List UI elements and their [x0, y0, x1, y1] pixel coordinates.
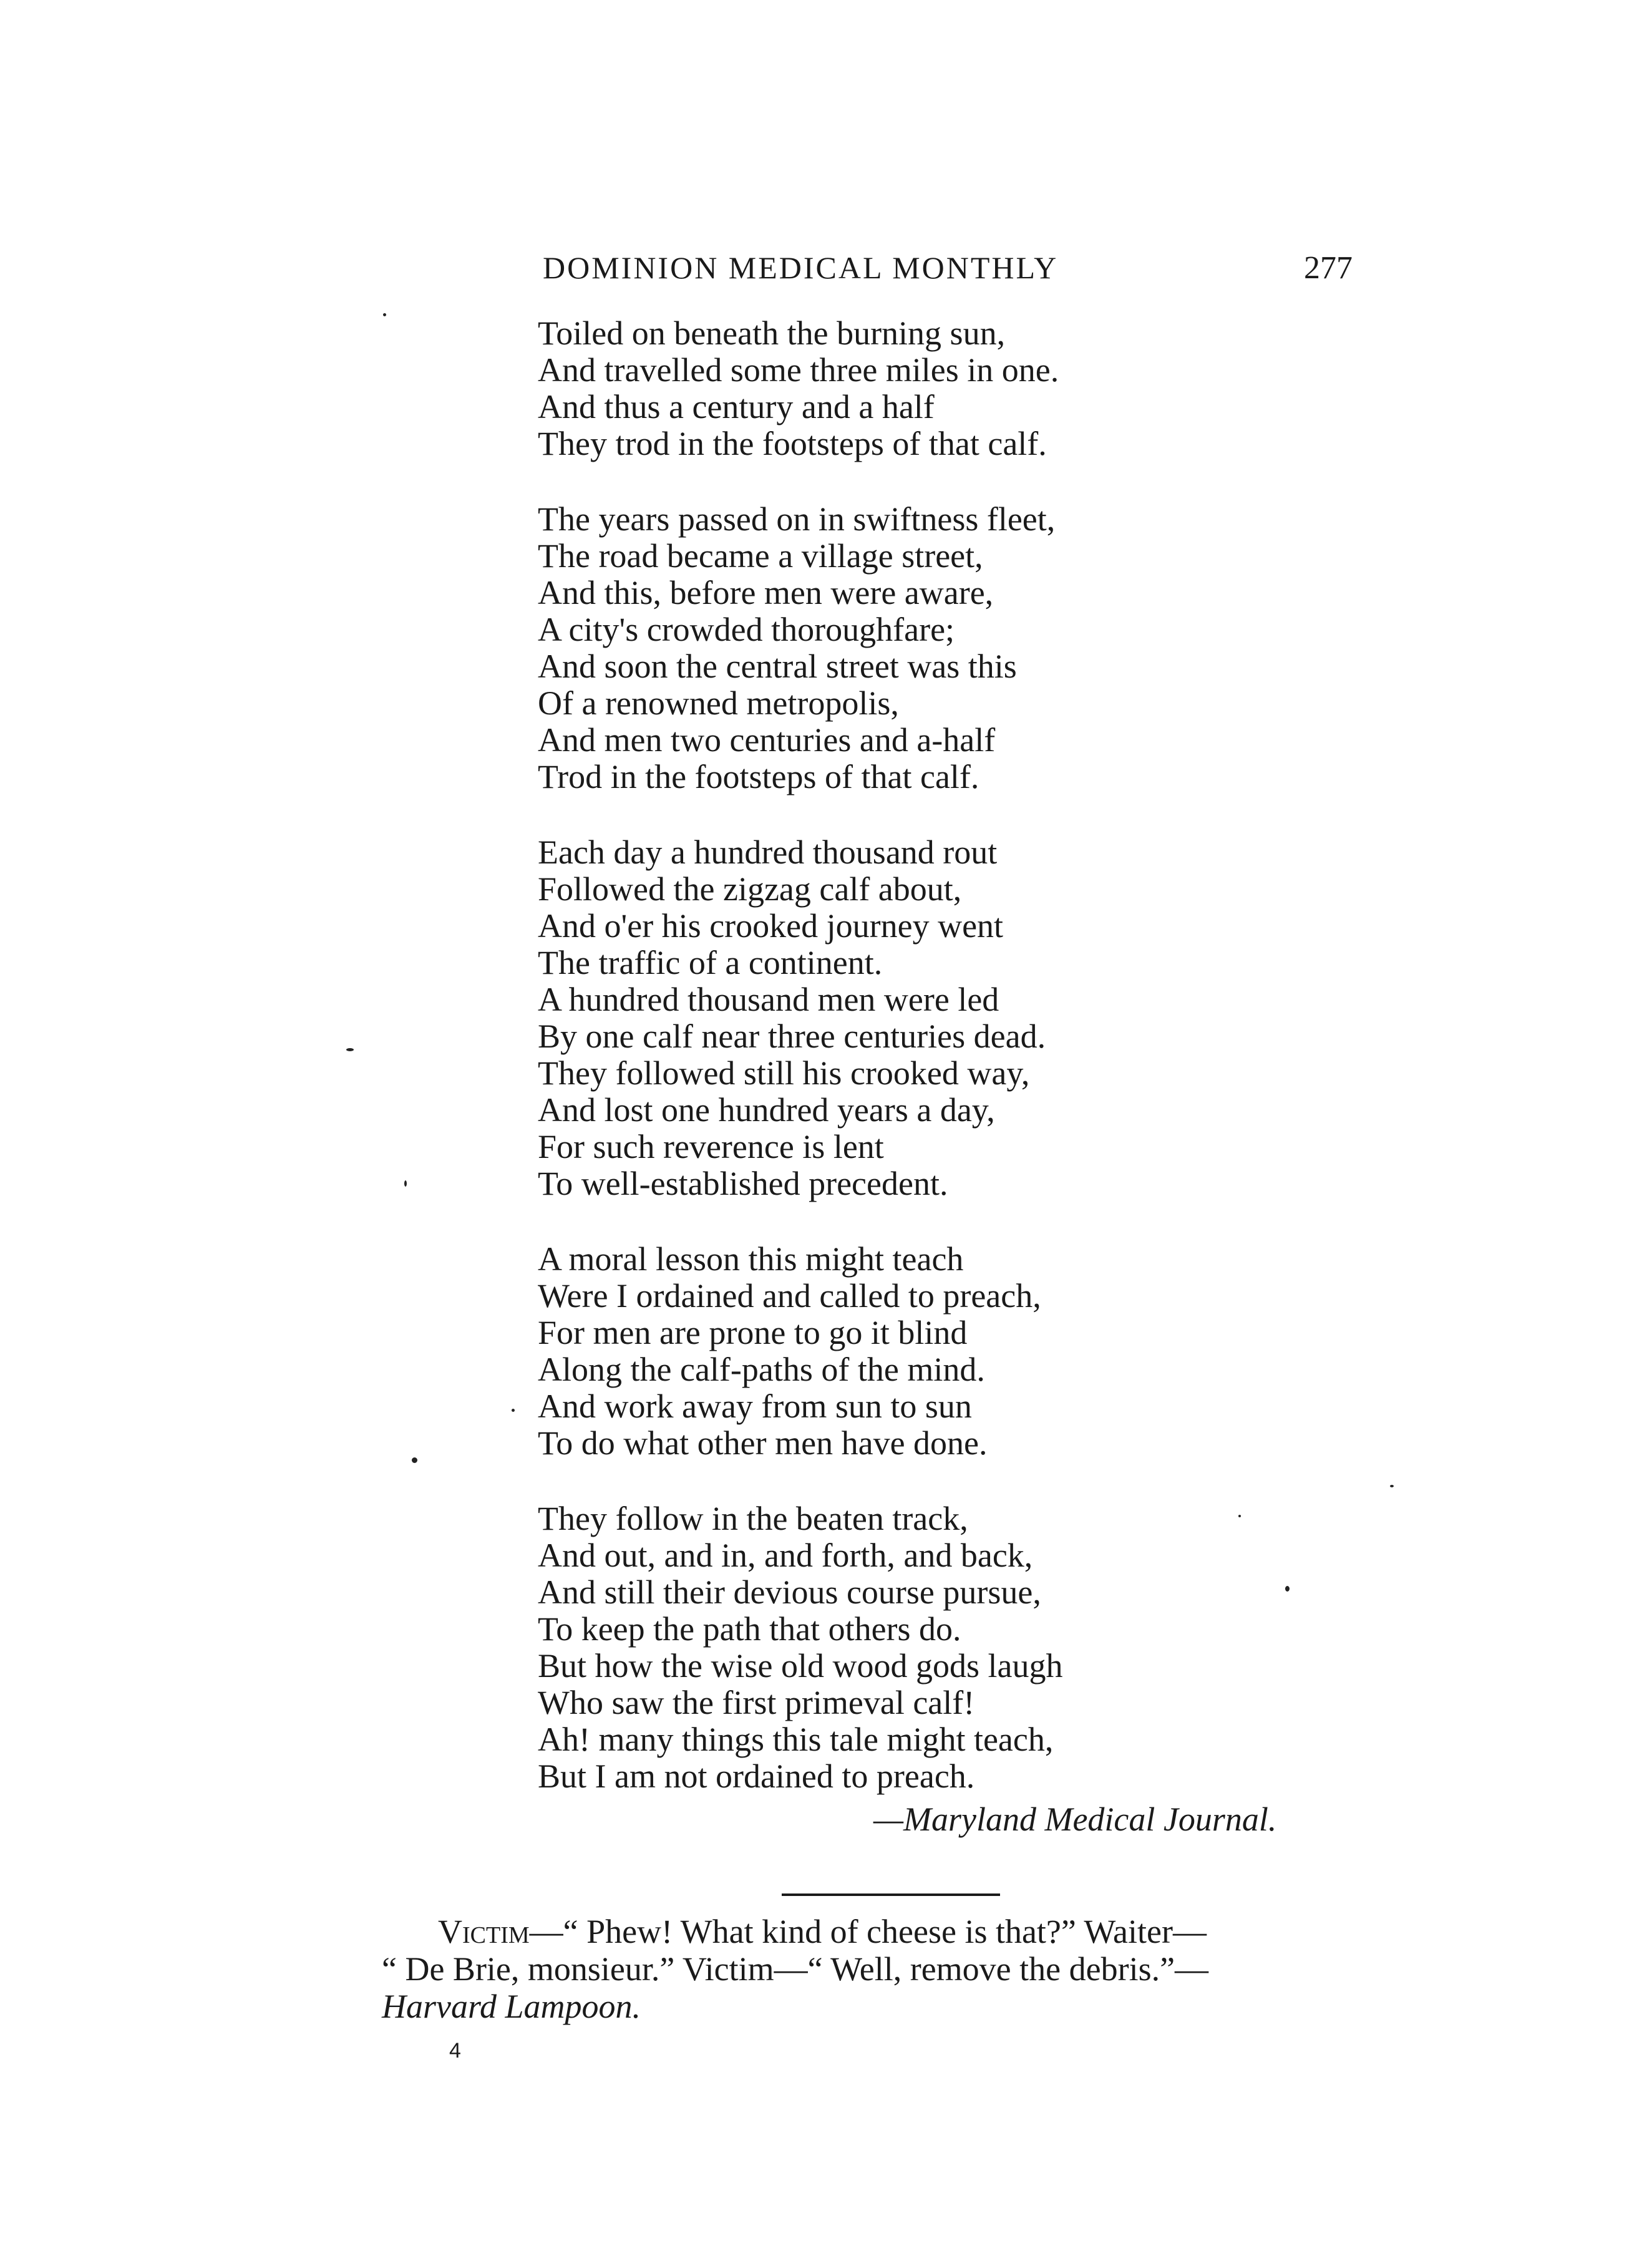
anecdote-line: “ De Brie, monsieur.” Victim—“ Well, remove the debris.”— — [382, 1950, 1209, 1988]
poem-line: To do what other men have done. — [538, 1424, 988, 1462]
poem-line: A hundred thousand men were led — [538, 981, 999, 1018]
stanza — [538, 1500, 1474, 1795]
poem-line: And lost one hundred years a day, — [538, 1091, 995, 1129]
poem-line: To well-established precedent. — [538, 1165, 948, 1202]
scan-speck — [412, 1457, 417, 1463]
stanza — [538, 1241, 1474, 1462]
poem-line: But how the wise old wood gods laugh — [538, 1647, 1063, 1684]
poem-line: And out, and in, and forth, and back, — [538, 1537, 1033, 1574]
poem-line: And travelled some three miles in one. — [538, 351, 1059, 389]
poem-line: Toiled on beneath the burning sun, — [538, 314, 1006, 352]
poem-line: The road became a village street, — [538, 537, 983, 575]
poem-line: By one calf near three centuries dead. — [538, 1018, 1046, 1055]
poem-line: And work away from sun to sun — [538, 1388, 972, 1425]
poem-line: Ah! many things this tale might teach, — [538, 1721, 1054, 1758]
anecdote — [382, 1913, 1405, 2025]
poem-line: And men two centuries and a-half — [538, 721, 996, 759]
scan-speck — [404, 1180, 407, 1187]
scan-speck — [1390, 1485, 1394, 1487]
poem-line: And this, before men were aware, — [538, 574, 994, 611]
stanza — [538, 501, 1474, 795]
poem-line: Of a renowned metropolis, — [538, 684, 899, 722]
poem-line: A moral lesson this might teach — [538, 1240, 964, 1278]
signature-mark: 4 — [449, 2039, 461, 2063]
page-number: 277 — [1304, 250, 1353, 286]
poem-line: But I am not ordained to preach. — [538, 1757, 975, 1795]
scan-speck — [346, 1048, 354, 1051]
poem-line: For such reverence is lent — [538, 1128, 884, 1165]
source-title: Harvard Lampoon. — [382, 1988, 641, 2025]
poem-line: Who saw the first primeval calf! — [538, 1684, 975, 1721]
poem-line: For men are prone to go it blind — [538, 1314, 968, 1351]
poem-line: Followed the zigzag calf about, — [538, 870, 962, 908]
scan-speck — [1285, 1586, 1290, 1592]
poem-line: And still their devious course pursue, — [538, 1573, 1041, 1611]
poem — [538, 315, 1474, 1834]
poem-line: Each day a hundred thousand rout — [538, 834, 998, 871]
running-title: DOMINION MEDICAL MONTHLY — [543, 250, 1059, 285]
section-divider — [782, 1893, 1000, 1896]
poem-line: They trod in the footsteps of that calf. — [538, 425, 1047, 462]
poem-line: They followed still his crooked way, — [538, 1054, 1030, 1092]
poem-line: The traffic of a continent. — [538, 944, 883, 981]
poem-line: A city's crowded thoroughfare; — [538, 611, 955, 648]
anecdote-source — [382, 1988, 1405, 2025]
stanza — [538, 834, 1474, 1202]
poem-attribution: —Maryland Medical Journal. — [873, 1801, 1277, 1838]
stanza — [538, 315, 1474, 462]
poem-line: And soon the central street was this — [538, 648, 1017, 685]
speaker-label: Victim — [438, 1913, 530, 1950]
poem-line: And thus a century and a half — [538, 388, 935, 425]
poem-line: Along the calf-paths of the mind. — [538, 1351, 985, 1388]
scan-speck — [383, 313, 386, 316]
anecdote-text: —“ Phew! What kind of cheese is that?” Waiter— — [529, 1913, 1207, 1950]
poem-line: To keep the path that others do. — [538, 1610, 961, 1648]
poem-line: And o'er his crooked journey went — [538, 907, 1004, 945]
poem-line: They follow in the beaten track, — [538, 1500, 968, 1537]
poem-line: Trod in the footsteps of that calf. — [538, 758, 979, 795]
anecdote-line — [382, 1913, 1405, 1950]
scan-speck — [1238, 1515, 1241, 1517]
scan-speck — [512, 1409, 515, 1412]
poem-line: Were I ordained and called to preach, — [538, 1277, 1041, 1315]
poem-line: The years passed on in swiftness fleet, — [538, 500, 1056, 538]
